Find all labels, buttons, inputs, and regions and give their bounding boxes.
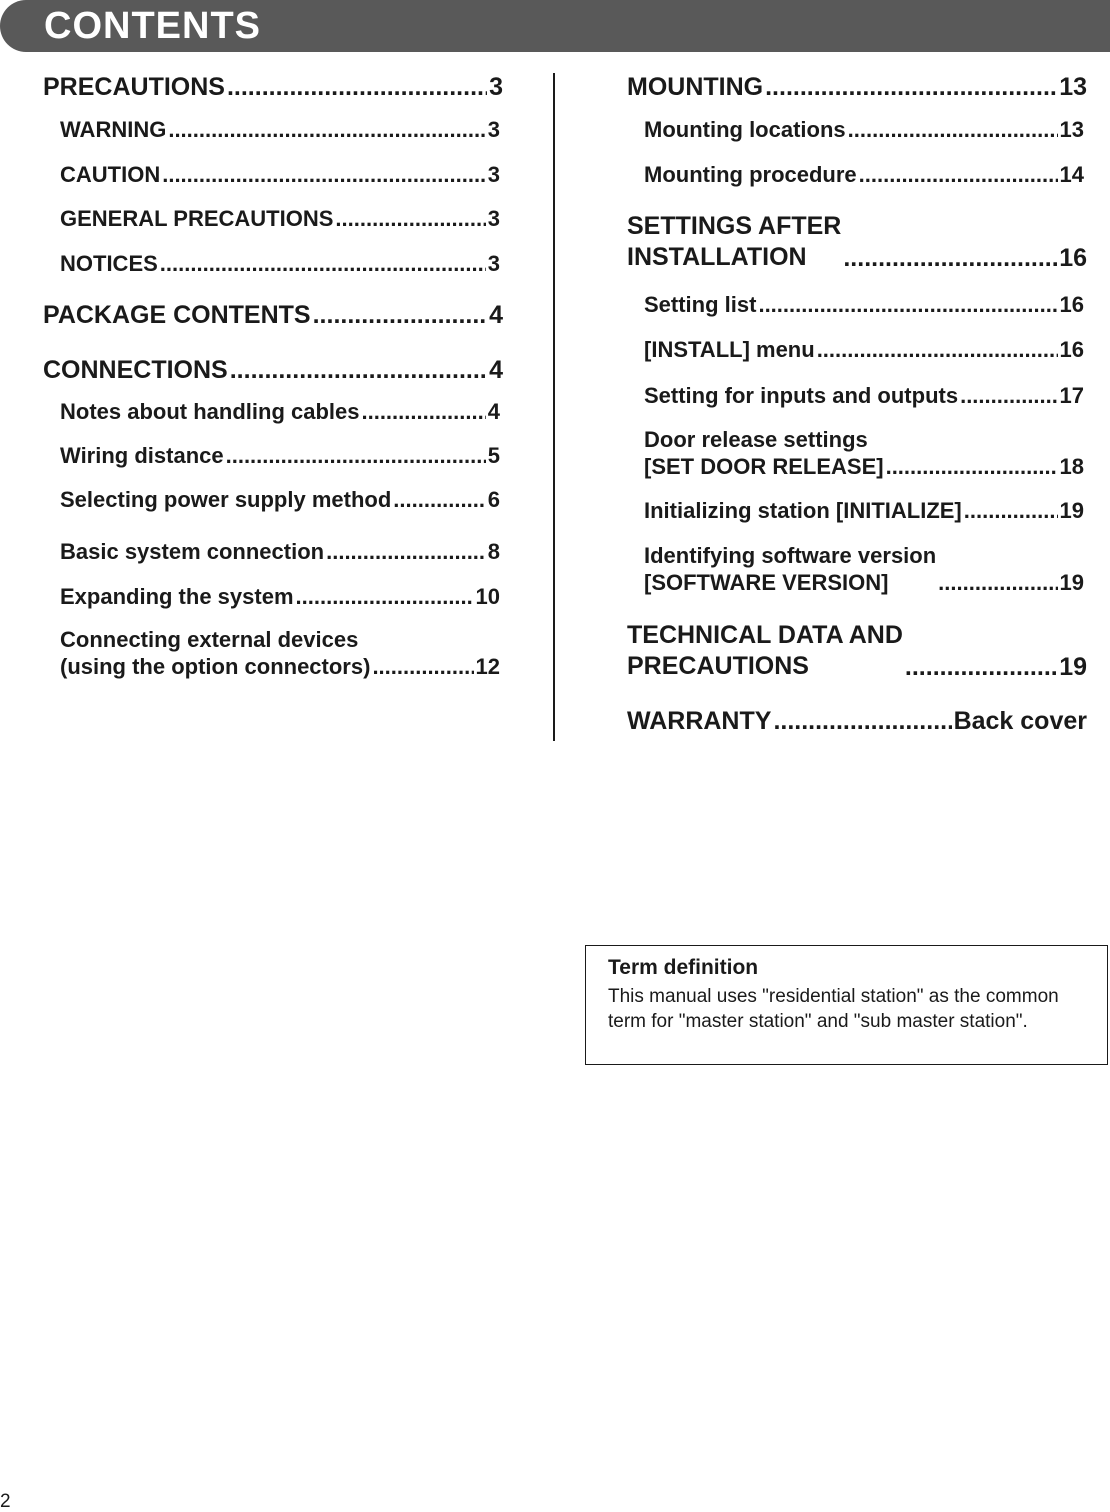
- toc-label: WARRANTY: [627, 707, 772, 735]
- toc-entry-warning[interactable]: [60, 116, 500, 143]
- toc-label: [INSTALL] menu: [644, 337, 815, 362]
- toc-page: 4: [489, 301, 503, 329]
- toc-label-line1: Identifying software version: [644, 543, 937, 568]
- term-definition-box: [585, 945, 1108, 1065]
- toc-label: MOUNTING: [627, 73, 764, 101]
- toc-page: 16: [1059, 337, 1084, 362]
- toc-label: Wiring distance: [60, 443, 224, 468]
- toc-label: WARNING: [60, 117, 167, 142]
- toc-entry-initializing-station[interactable]: [644, 497, 1084, 524]
- toc-entry-install-menu[interactable]: [644, 336, 1084, 363]
- contents-banner: [0, 0, 1110, 52]
- toc-page: 3: [487, 206, 500, 231]
- toc-entry-basic-system-connection[interactable]: [60, 538, 500, 565]
- toc-page: 3: [487, 117, 500, 142]
- toc-entry-software-version[interactable]: [644, 542, 1084, 596]
- toc-entry-warranty[interactable]: [627, 706, 1087, 736]
- toc-label: Setting list: [644, 292, 757, 317]
- toc-label-line2: [SET DOOR RELEASE]: [644, 454, 884, 479]
- toc-entry-mounting-procedure[interactable]: [644, 161, 1084, 188]
- toc-entry-package-contents[interactable]: [43, 300, 503, 330]
- toc-page: 19: [1059, 498, 1084, 523]
- toc-label-line1: Connecting external devices: [60, 627, 359, 652]
- toc-label: PACKAGE CONTENTS: [43, 301, 311, 329]
- toc-entry-inputs-outputs[interactable]: [644, 382, 1084, 409]
- toc-label-line2: INSTALLATION: [627, 243, 807, 271]
- toc-label: Setting for inputs and outputs: [644, 383, 959, 408]
- toc-entry-precautions[interactable]: [43, 72, 503, 102]
- toc-page: 17: [1059, 383, 1084, 408]
- term-definition-text: This manual uses "residential station" as the common term for "master station" and "sub master station".: [608, 986, 1059, 1032]
- toc-entry-setting-list[interactable]: [644, 291, 1084, 318]
- toc-page: 14: [1059, 162, 1084, 187]
- toc-page: 3: [489, 73, 503, 101]
- toc-label: NOTICES: [60, 251, 158, 276]
- toc-label: Notes about handling cables: [60, 399, 360, 424]
- toc-label: Mounting locations: [644, 117, 846, 142]
- toc-label-line1: SETTINGS AFTER: [627, 212, 842, 240]
- toc-page: 16: [1059, 244, 1087, 272]
- toc-label-line2: (using the option connectors): [60, 654, 371, 679]
- term-definition-title: Term definition: [608, 956, 759, 979]
- column-divider: [553, 73, 555, 741]
- toc-label: CONNECTIONS: [43, 356, 228, 384]
- toc-entry-settings-after-installation[interactable]: [627, 211, 1087, 273]
- toc-page: 8: [487, 539, 500, 564]
- toc-entry-door-release-settings[interactable]: [644, 426, 1084, 480]
- toc-entry-handling-cables[interactable]: [60, 398, 500, 425]
- page-title: CONTENTS: [44, 5, 261, 47]
- toc-label-line2: PRECAUTIONS: [627, 652, 809, 680]
- toc-entry-caution[interactable]: [60, 161, 500, 188]
- toc-page: Back cover: [953, 707, 1087, 735]
- toc-entry-mounting-locations[interactable]: [644, 116, 1084, 143]
- toc-entry-connections[interactable]: [43, 355, 503, 385]
- toc-entry-mounting[interactable]: [627, 72, 1087, 102]
- toc-entry-general-precautions[interactable]: [60, 205, 500, 232]
- toc-page: 10: [475, 584, 500, 609]
- toc-entry-technical-data[interactable]: [627, 620, 1087, 682]
- toc-entry-notices[interactable]: [60, 250, 500, 277]
- toc-label: Selecting power supply method: [60, 487, 392, 512]
- toc-page: 4: [489, 356, 503, 384]
- toc-page: 13: [1059, 117, 1084, 142]
- toc-label-line1: TECHNICAL DATA AND: [627, 621, 903, 649]
- page-number: 2: [0, 1491, 11, 1512]
- toc-page: 18: [1059, 454, 1084, 479]
- toc-label: GENERAL PRECAUTIONS: [60, 206, 334, 231]
- toc-entry-expanding-system[interactable]: [60, 583, 500, 610]
- toc-label: Initializing station [INITIALIZE]: [644, 498, 962, 523]
- toc-page: 6: [487, 487, 500, 512]
- toc-page: 3: [487, 162, 500, 187]
- toc-label-line1: Door release settings: [644, 427, 868, 452]
- toc-label: Expanding the system: [60, 584, 294, 609]
- toc-label: CAUTION: [60, 162, 161, 187]
- toc-label: Mounting procedure: [644, 162, 857, 187]
- toc-page: 3: [487, 251, 500, 276]
- toc-label: PRECAUTIONS: [43, 73, 225, 101]
- toc-page: 5: [487, 443, 500, 468]
- toc-entry-wiring-distance[interactable]: [60, 442, 500, 469]
- toc-page: 13: [1059, 73, 1087, 101]
- toc-page: 19: [1059, 570, 1084, 595]
- toc-page: 16: [1059, 292, 1084, 317]
- toc-page: 4: [487, 399, 500, 424]
- toc-label: Basic system connection: [60, 539, 325, 564]
- toc-entry-external-devices[interactable]: [60, 626, 500, 680]
- toc-entry-power-supply-method[interactable]: [60, 486, 500, 513]
- toc-page: 12: [475, 654, 500, 679]
- toc-label-line2: [SOFTWARE VERSION]: [644, 570, 889, 595]
- toc-page: 19: [1059, 653, 1087, 681]
